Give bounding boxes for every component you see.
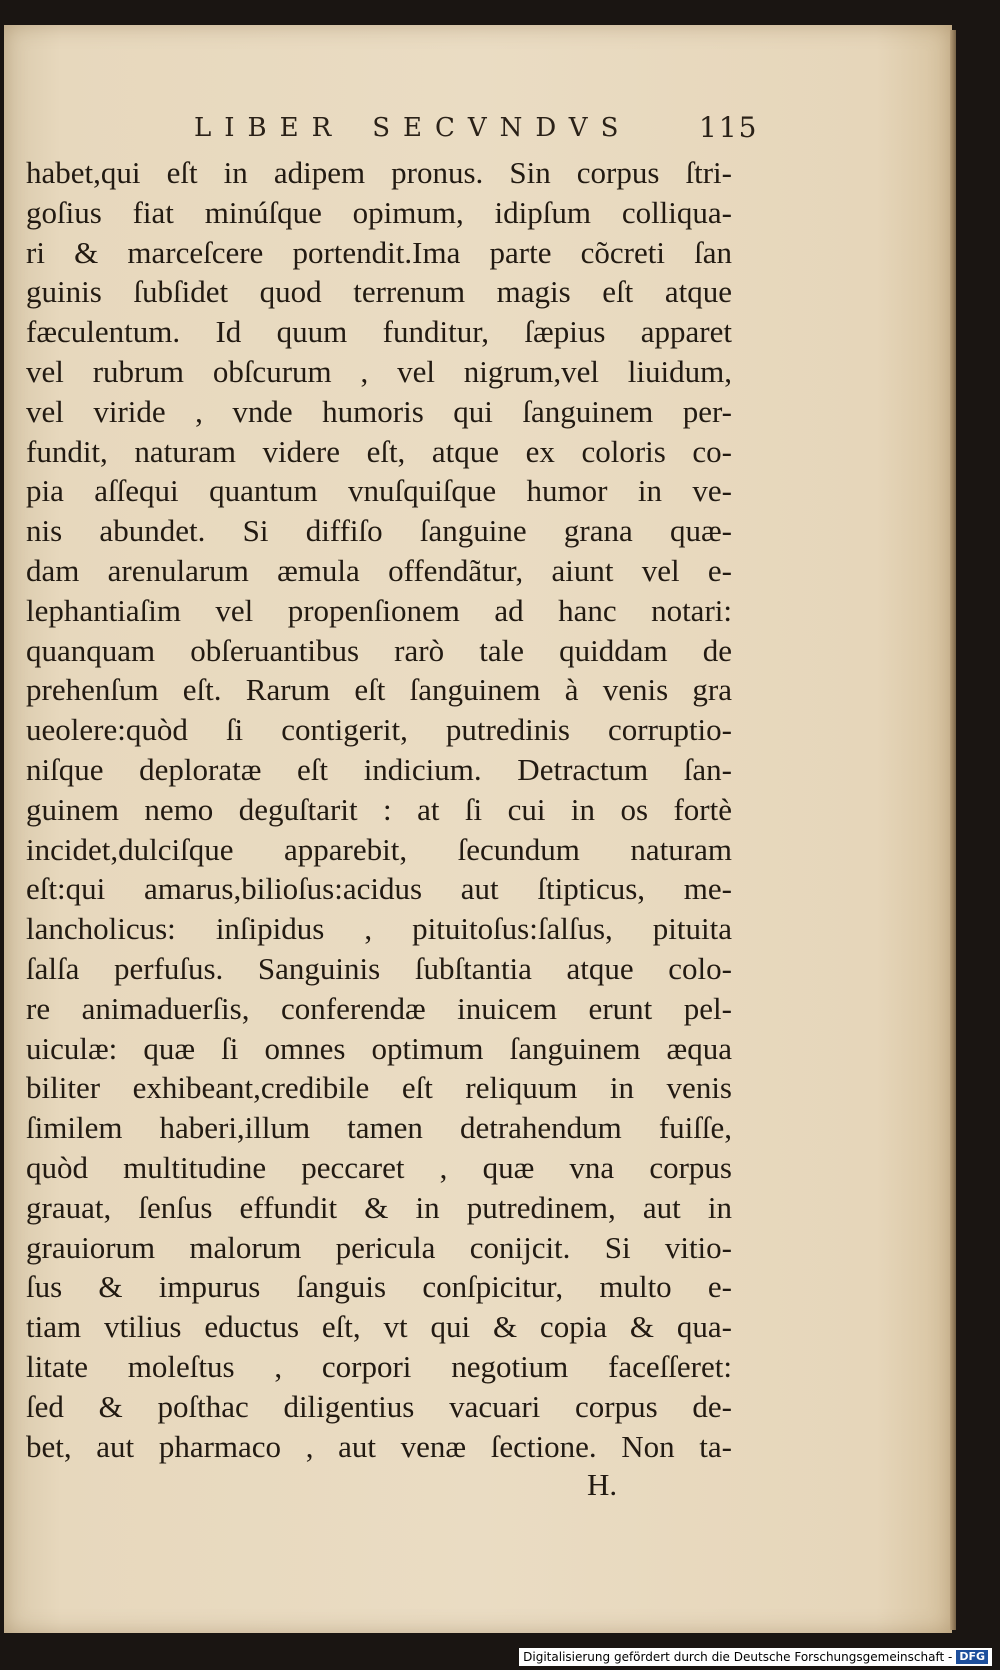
signature-mark: H. [587, 1467, 618, 1502]
text-line: ſalſa perfuſus. Sanguinis ſubſtantia atque colo- [26, 950, 732, 986]
text-line: dam arenularum æmula offendãtur, aiunt vel e- [26, 552, 732, 588]
text-line: eſt:qui amarus,bilioſus:acidus aut ſtipticus, me- [26, 871, 732, 907]
page-number: 115 [699, 111, 759, 144]
text-line: grauat, ſenſus effundit & in putredinem, aut in [26, 1189, 732, 1225]
text-line: biliter exhibeant,credibile eſt reliquum in venis [26, 1070, 732, 1106]
text-line: ri & marceſcere portendit.Ima parte cõcreti ſan [26, 234, 732, 270]
credit-text: Digitalisierung gefördert durch die Deutsche Forschungsgemeinschaft - [523, 1650, 953, 1664]
text-line: ſus & impurus ſanguis conſpicitur, multo e- [26, 1269, 732, 1305]
text-line: guinem nemo deguſtarit : at ſi cui in os fortè [26, 791, 732, 827]
running-title-word-1: LIBER [194, 113, 345, 143]
text-line: niſque deploratæ eſt indicium. Detractum ſan- [26, 751, 732, 787]
text-line: ſimilem haberi,illum tamen detrahendum fuiſſe, [26, 1110, 732, 1146]
text-line: goſius fiat minúſque opimum, idipſum colliqua- [26, 194, 732, 230]
text-line: prehenſum eſt. Rarum eſt ſanguinem à venis gra [26, 672, 732, 708]
text-line: ueolere:quòd ſi contigerit, putredinis corruptio- [26, 712, 732, 748]
text-line: incidet,dulciſque apparebit, ſecundum naturam [26, 831, 732, 867]
text-line: guinis ſubſidet quod terrenum magis eſt atque [26, 274, 732, 310]
text-line: grauiorum malorum pericula conijcit. Si vitio- [26, 1229, 732, 1265]
running-title-word-2: SECVNDVS [372, 113, 632, 143]
text-line: nis abundet. Si diffiſo ſanguine grana quæ- [26, 513, 732, 549]
page-edge [950, 30, 956, 1630]
text-line: quòd multitudine peccaret , quæ vna corpus [26, 1149, 732, 1185]
text-line: lancholicus: inſipidus , pituitoſus:ſalſus, pituita [26, 911, 732, 947]
text-line: vel viride , vnde humoris qui ſanguinem per- [26, 393, 732, 429]
text-line: fæculentum. Id quum funditur, ſæpius apparet [26, 314, 732, 350]
text-line: ſed & poſthac diligentius vacuari corpus de- [26, 1388, 732, 1424]
book-page [4, 25, 952, 1633]
text-line: quanquam obſeruantibus rarò tale quiddam de [26, 632, 732, 668]
text-line: bet, aut pharmaco , aut venæ ſectione. Non ta- [26, 1428, 732, 1464]
text-line: litate moleſtus , corpori negotium faceſſeret: [26, 1348, 732, 1384]
text-line: lephantiaſim vel propenſionem ad hanc notari: [26, 592, 732, 628]
text-line: re animaduerſis, conferendæ inuicem erunt pel- [26, 990, 732, 1026]
text-line: tiam vtilius eductus eſt, vt qui & copia & qua- [26, 1309, 732, 1345]
running-title [194, 113, 659, 143]
dfg-logo: DFG [956, 1650, 988, 1664]
text-line: habet,qui eſt in adipem pronus. Sin corpus ſtri- [26, 155, 732, 190]
text-line: uiculæ: quæ ſi omnes optimum ſanguinem æqua [26, 1030, 732, 1066]
text-line: vel rubrum obſcurum , vel nigrum,vel liuidum, [26, 353, 732, 389]
body-text [26, 153, 732, 1466]
text-line: fundit, naturam videre eſt, atque ex coloris co- [26, 433, 732, 469]
text-line: pia aſſequi quantum vnuſquiſque humor in ve- [26, 473, 732, 509]
digitization-credit [519, 1648, 992, 1666]
